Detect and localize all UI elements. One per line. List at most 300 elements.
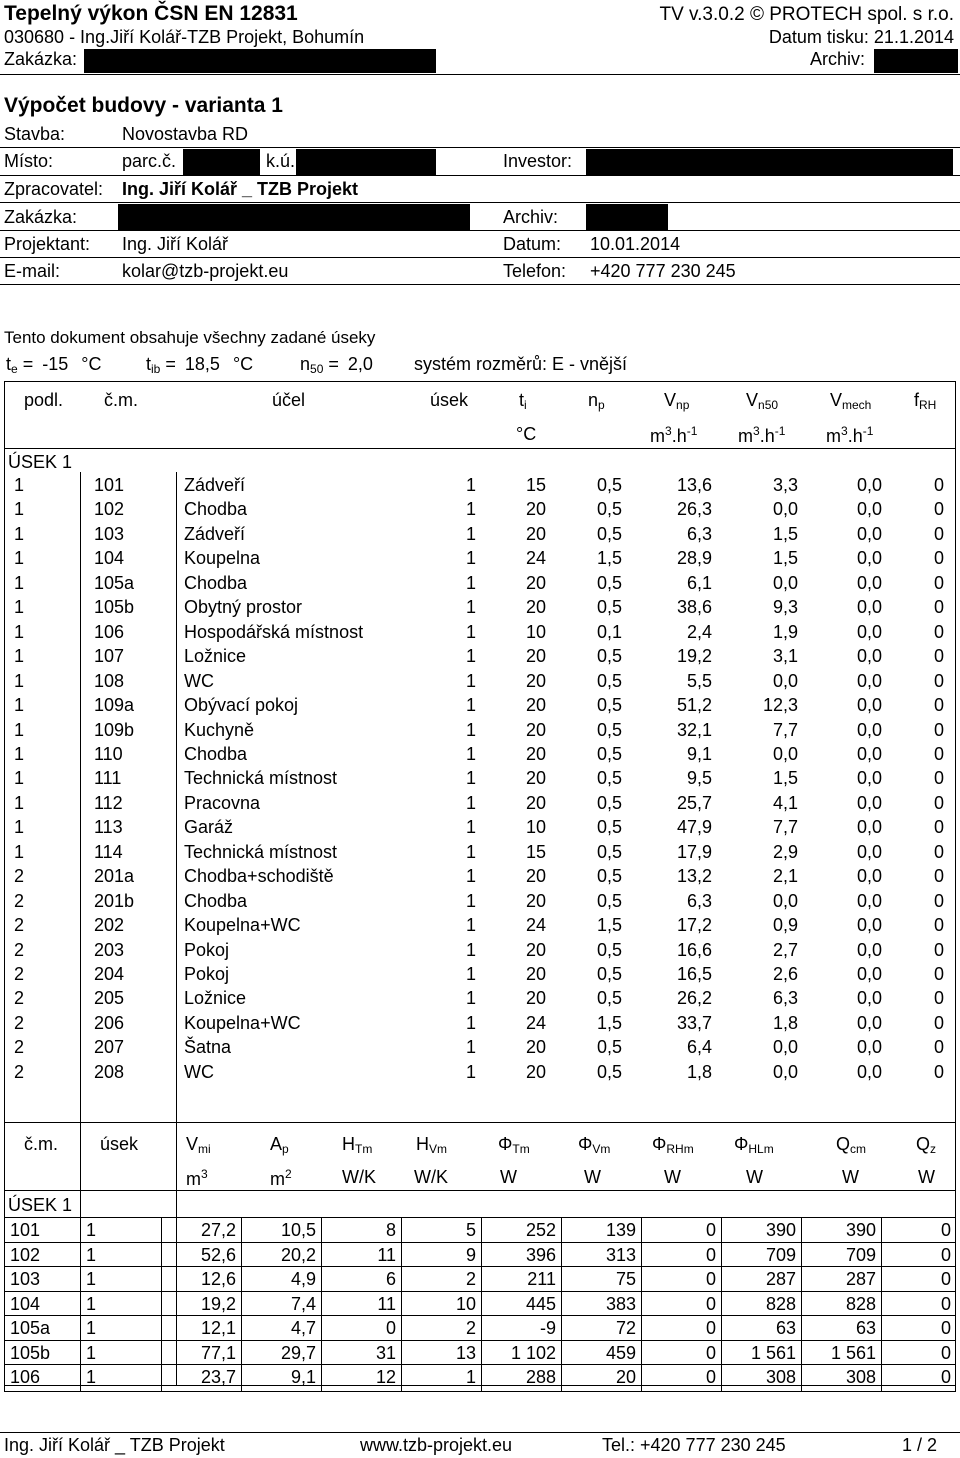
table-cell: 0: [933, 646, 944, 667]
table-cell: 0,0: [772, 1061, 798, 1082]
table-cell: 10: [525, 621, 546, 642]
table-cell: 1: [465, 1012, 476, 1033]
table-cell: 16,5: [676, 964, 712, 984]
param-n50: $n_{50} = 2,0$: [300, 354, 373, 376]
table-cell: 1: [14, 792, 25, 813]
zpracovatel-value: Ing. Jiří Kolář _ TZB Projekt: [122, 179, 359, 199]
table-cell: 0,5: [596, 1061, 622, 1082]
table-cell: 0,0: [856, 866, 882, 887]
table-cell: 445: [525, 1293, 556, 1314]
table-cell: 287: [765, 1269, 796, 1289]
table-cell: 2,9: [772, 841, 798, 862]
table-cell: 20: [525, 988, 546, 1009]
table-cell: 4,1: [772, 792, 798, 813]
table-cell: 0,5: [596, 1037, 622, 1058]
table-cell: 47,9: [676, 817, 712, 838]
table-cell: 0,5: [596, 695, 622, 716]
table-cell: 75: [615, 1269, 636, 1289]
table-cell: 0: [933, 1037, 944, 1058]
table-cell: 1: [86, 1318, 97, 1338]
table-cell: 0,0: [772, 890, 798, 911]
info-divider: [0, 147, 960, 148]
table-cell: 203: [94, 939, 125, 960]
table-cell: 1: [14, 646, 25, 667]
room-name: Obytný prostor: [184, 597, 303, 618]
table-cell: 0,5: [596, 572, 622, 593]
room-name: Hospodářská místnost: [184, 621, 364, 642]
unit-label: W/K: [414, 1167, 448, 1187]
table-cell: 2,7: [772, 939, 798, 960]
room-name: Technická místnost: [184, 768, 338, 789]
table-cell: 0,5: [596, 743, 622, 764]
table-cell: 4,7: [290, 1318, 316, 1338]
room-name: Chodba: [184, 572, 248, 593]
table-cell: 0,0: [856, 499, 882, 520]
table-cell: 390: [845, 1220, 876, 1240]
table-cell: 1: [465, 621, 476, 642]
table-cell: 0,0: [856, 817, 882, 838]
room-name: Koupelna+WC: [184, 915, 301, 936]
table-cell: 2: [465, 1318, 476, 1338]
table-cell: 112: [94, 792, 123, 813]
footer-company: Ing. Jiří Kolář _ TZB Projekt: [4, 1435, 225, 1455]
info-divider: [0, 230, 960, 231]
table-cell: 0,0: [856, 572, 882, 593]
table-cell: 20: [525, 499, 546, 520]
table-cell: 20: [525, 695, 546, 716]
table-cell: 459: [605, 1342, 636, 1363]
table-cell: 11: [377, 1244, 396, 1265]
room-name: Ložnice: [184, 988, 247, 1009]
table-cell: 1 102: [510, 1342, 556, 1363]
table-cell: 13,6: [676, 475, 712, 495]
table-cell: 0: [705, 1244, 716, 1265]
table-cell: 19,2: [676, 646, 712, 667]
room-name: Zádveří: [184, 475, 246, 495]
table-cell: 0,0: [856, 1037, 882, 1058]
table-cell: 63: [855, 1318, 876, 1338]
table-cell: 1: [86, 1244, 97, 1265]
room-name: WC: [184, 1061, 214, 1082]
table-cell: 9,1: [290, 1367, 316, 1387]
table-cell: 1: [14, 719, 25, 740]
table-cell: 0: [940, 1269, 951, 1289]
table-cell: 12: [375, 1367, 396, 1387]
table-cell: 26,2: [676, 988, 712, 1009]
table-cell: 0,0: [856, 1061, 882, 1082]
table-cell: 15: [525, 475, 546, 495]
table-cell: 17,2: [676, 915, 712, 936]
table-cell: 20: [525, 719, 546, 740]
table-cell: 12,1: [200, 1318, 236, 1338]
table-cell: 2: [14, 1012, 25, 1033]
col-vmech: $V_{mech}$: [830, 390, 872, 412]
table-cell: 6,3: [686, 523, 712, 544]
table-cell: 0: [933, 792, 944, 813]
unit-label: W: [664, 1167, 681, 1187]
table-cell: 206: [94, 1012, 125, 1033]
table-cell: 23,7: [200, 1367, 236, 1387]
unit-label: $m^2$: [270, 1167, 292, 1189]
room-name: Ložnice: [184, 646, 247, 667]
table-cell: 1: [86, 1367, 97, 1387]
table-cell: 1: [86, 1269, 97, 1289]
footer-web: www.tzb-projekt.eu: [360, 1435, 513, 1455]
table-cell: 1,9: [772, 621, 798, 642]
table-cell: 308: [845, 1367, 876, 1387]
col2-usek: úsek: [100, 1134, 139, 1154]
unit-label: W: [584, 1167, 601, 1187]
table-cell: 1: [465, 890, 476, 911]
table-cell: 20: [615, 1367, 636, 1387]
col2-htm: $H_{Tm}$: [342, 1134, 373, 1156]
table-cell: 308: [765, 1367, 796, 1387]
table-cell: 101: [10, 1220, 41, 1240]
table-cell: 1: [14, 670, 25, 691]
telefon-value: +420 777 230 245: [590, 261, 736, 281]
room-name: Koupelna+WC: [184, 1012, 301, 1033]
table-cell: 103: [10, 1269, 41, 1289]
table-cell: 1: [465, 670, 476, 691]
col2-phitm: $\Phi_{Tm}$: [498, 1134, 530, 1156]
room-name: Kuchyně: [184, 719, 255, 740]
table-cell: 0: [933, 548, 944, 569]
table-cell: 1: [465, 1037, 476, 1058]
table-cell: 0: [940, 1293, 951, 1314]
table-cell: 20: [525, 1037, 546, 1058]
table-cell: 105a: [94, 572, 135, 593]
email-value: kolar@tzb-projekt.eu: [122, 261, 289, 281]
table-cell: 2: [14, 939, 25, 960]
table-cell: 0: [385, 1318, 396, 1338]
room-name: Šatna: [184, 1037, 232, 1058]
table-cell: 1,5: [596, 1012, 622, 1033]
table-cell: 0: [705, 1342, 716, 1363]
table-cell: 709: [765, 1244, 796, 1265]
table-cell: 109a: [94, 695, 135, 716]
stavba-label: Stavba:: [4, 124, 66, 144]
section-label: ÚSEK 1: [8, 1195, 73, 1215]
table-cell: 390: [765, 1220, 796, 1240]
table-cell: 16,6: [676, 939, 712, 960]
table-cell: 0,5: [596, 646, 622, 667]
table-cell: 1: [86, 1342, 97, 1363]
room-name: Garáž: [184, 817, 234, 838]
table-cell: 25,7: [676, 792, 712, 813]
col2-qcm: $Q_{cm}$: [836, 1134, 867, 1156]
col-podl: podl.: [24, 390, 64, 410]
table-cell: 0,0: [856, 670, 882, 691]
table-cell: 1: [14, 548, 25, 569]
table-cell: 28,9: [676, 548, 712, 569]
table-cell: 1: [14, 572, 25, 593]
table-cell: 1,5: [596, 915, 622, 936]
table-cell: 3,3: [772, 475, 798, 495]
table-cell: 1: [465, 964, 476, 984]
table-cell: 0,0: [856, 1012, 882, 1033]
telefon-label: Telefon:: [503, 261, 567, 281]
table-cell: 108: [94, 670, 125, 691]
table-cell: 0,0: [856, 695, 882, 716]
table-cell: 0: [933, 695, 944, 716]
misto-ku: k.ú.: [266, 151, 296, 171]
table-cell: 2: [14, 988, 25, 1009]
table-cell: 7,7: [772, 817, 798, 838]
table-cell: 0: [705, 1367, 716, 1387]
redacted-block: [586, 149, 953, 176]
redacted-block: [118, 204, 470, 231]
table-cell: 20: [525, 890, 546, 911]
params-note: Tento dokument obsahuje všechny zadané úseky: [4, 328, 376, 347]
table-cell: 1: [465, 841, 476, 862]
table-cell: 383: [605, 1293, 636, 1314]
table-cell: 0,5: [596, 523, 622, 544]
table-cell: 0: [705, 1220, 716, 1240]
col-usek: úsek: [430, 390, 469, 410]
table-cell: 207: [94, 1037, 125, 1058]
table-cell: 2,1: [772, 866, 798, 887]
table-cell: 1: [14, 523, 25, 544]
archiv-label: Archiv:: [503, 207, 559, 227]
room-name: Chodba: [184, 499, 248, 520]
table-cell: 1,5: [772, 768, 798, 789]
col-vn50: $V_{n50}$: [746, 390, 779, 412]
table-cell: 0: [933, 670, 944, 691]
table-cell: 0,0: [856, 915, 882, 936]
print-date: Datum tisku: 21.1.2014: [768, 27, 954, 47]
table-cell: 20: [525, 572, 546, 593]
table-cell: 20,2: [280, 1244, 316, 1265]
table-cell: 20: [525, 743, 546, 764]
projektant-value: Ing. Jiří Kolář: [122, 234, 229, 254]
table-header-divider: [4, 1190, 956, 1191]
table-cell: 11: [377, 1293, 396, 1314]
table-cell: 0,5: [596, 499, 622, 520]
zpracovatel-label: Zpracovatel:: [4, 179, 104, 199]
col2-cm: č.m.: [24, 1134, 58, 1154]
table-cell: 252: [525, 1220, 556, 1240]
table-cell: 1: [465, 695, 476, 716]
table-cell: 0: [940, 1244, 951, 1265]
table-cell: 0,0: [856, 768, 882, 789]
table-header-divider: [4, 448, 956, 449]
table-cell: 105b: [10, 1342, 51, 1363]
table-cell: 20: [525, 792, 546, 813]
table-cell: 51,2: [676, 695, 712, 716]
table-cell: 0: [933, 572, 944, 593]
table-cell: 1,5: [772, 548, 798, 569]
table-cell: 111: [94, 768, 122, 789]
table-cell: 1: [465, 597, 476, 618]
table-cell: 0: [933, 964, 944, 984]
table-cell: 72: [615, 1318, 636, 1338]
table-cell: 6,4: [686, 1037, 712, 1058]
room-name: Chodba: [184, 743, 248, 764]
table-cell: 106: [94, 621, 125, 642]
table-cell: 0,5: [596, 890, 622, 911]
col2-phivm: $\Phi_{Vm}$: [578, 1134, 611, 1156]
table-cell: 2,6: [772, 964, 798, 984]
table-cell: 0: [933, 475, 944, 495]
table-cell: 63: [775, 1318, 796, 1338]
table-cell: 0: [940, 1318, 951, 1338]
table-cell: 1: [14, 499, 25, 520]
col2-phihlm: $\Phi_{HLm}$: [734, 1134, 774, 1156]
table-cell: 0,1: [596, 621, 622, 642]
email-label: E-mail:: [4, 261, 61, 281]
table-cell: 1,5: [772, 523, 798, 544]
unit-label: W: [842, 1167, 859, 1187]
room-name: Chodba: [184, 890, 248, 911]
unit-label: $m^3$: [186, 1167, 208, 1189]
section-heading: Výpočet budovy - varianta 1: [4, 94, 283, 117]
misto-label: Místo:: [4, 151, 54, 171]
table-cell: 1,5: [596, 548, 622, 569]
table-cell: 9: [465, 1244, 476, 1265]
table-cell: 201a: [94, 866, 135, 887]
table-cell: 288: [525, 1367, 556, 1387]
misto-parc: parc.č.: [122, 151, 177, 171]
stavba-value: Novostavba RD: [122, 124, 249, 144]
col2-vmi: $V_{mi}$: [186, 1134, 211, 1156]
table-cell: 6: [385, 1269, 396, 1289]
table-cell: 0: [940, 1220, 951, 1240]
table-cell: 0: [933, 915, 944, 936]
table-cell: 0,0: [772, 499, 798, 520]
table-cell: 0,5: [596, 719, 622, 740]
table-cell: 1: [465, 548, 476, 569]
table-cell: 9,5: [686, 768, 712, 789]
table-cell: 0: [933, 866, 944, 887]
table-cell: 105a: [10, 1318, 51, 1338]
table-cell: 313: [605, 1244, 636, 1265]
table-cell: 1: [86, 1220, 97, 1240]
table-cell: 19,2: [200, 1293, 236, 1314]
table-cell: 113: [94, 817, 123, 838]
table-cell: 109b: [94, 719, 135, 740]
table-cell: 0: [933, 499, 944, 520]
col-cm: č.m.: [104, 390, 138, 410]
table-cell: 0,0: [772, 1037, 798, 1058]
table-cell: 104: [10, 1293, 41, 1314]
table-cell: 211: [527, 1269, 556, 1289]
table-cell: 1: [14, 841, 25, 862]
table-cell: 15: [525, 841, 546, 862]
table-cell: 12,3: [762, 695, 798, 716]
table-cell: 0: [933, 768, 944, 789]
table-cell: 1: [465, 572, 476, 593]
table-cell: 2: [14, 915, 25, 936]
table-cell: 205: [94, 988, 125, 1009]
header-archiv-label: Archiv:: [810, 49, 866, 69]
table-cell: 6,1: [686, 572, 712, 593]
table-cell: 10: [525, 817, 546, 838]
col-frh: $f_{RH}$: [914, 390, 937, 412]
room-name: Koupelna: [184, 548, 261, 569]
table-cell: 1,8: [686, 1061, 712, 1082]
table-cell: 201b: [94, 890, 135, 911]
info-divider: [0, 175, 960, 176]
table-cell: 0,0: [856, 988, 882, 1009]
table-cell: 9,3: [772, 597, 798, 618]
header-divider: [0, 74, 960, 75]
table-cell: 1,8: [772, 1012, 798, 1033]
table-cell: 20: [525, 939, 546, 960]
table-cell: 0: [705, 1318, 716, 1338]
table-cell: 2: [14, 1061, 25, 1082]
table-cell: 0,5: [596, 939, 622, 960]
info-divider: [0, 284, 960, 285]
redacted-block: [296, 149, 436, 176]
report-title: Tepelný výkon ČSN EN 12831: [4, 2, 298, 25]
table-cell: 139: [605, 1220, 636, 1240]
table-cell: 38,6: [676, 597, 712, 618]
param-tib: $t_{ib} = 18,5$ °C: [146, 354, 254, 376]
table-cell: 0: [705, 1293, 716, 1314]
table-cell: 29,7: [280, 1342, 316, 1363]
room-name: Pracovna: [184, 792, 261, 813]
table-cell: 1: [465, 646, 476, 667]
unit-label: W: [500, 1167, 517, 1187]
table-cell: 0,5: [596, 597, 622, 618]
table-cell: 20: [525, 964, 546, 984]
table-cell: 1: [465, 768, 476, 789]
row-divider: [4, 1291, 956, 1292]
table-cell: 1: [465, 743, 476, 764]
room-name: Obývací pokoj: [184, 695, 299, 716]
table-cell: 0: [933, 1061, 944, 1082]
table-cell: 4,9: [290, 1269, 316, 1289]
table-cell: 204: [94, 964, 125, 984]
col-ti: $t_i$: [519, 390, 527, 412]
table-cell: 17,9: [676, 841, 712, 862]
table-cell: 0,5: [596, 768, 622, 789]
table-cell: 0,5: [596, 866, 622, 887]
col2-phirhm: $\Phi_{RHm}$: [652, 1134, 694, 1156]
table-cell: 0,0: [772, 670, 798, 691]
table-cell: 1: [465, 719, 476, 740]
table-cell: 1: [14, 695, 25, 716]
table-cell: 20: [525, 1061, 546, 1082]
table-cell: 31: [375, 1342, 396, 1363]
table-cell: 0,0: [856, 719, 882, 740]
row-divider: [4, 1242, 956, 1243]
table-cell: 0: [933, 621, 944, 642]
table-cell: 1: [465, 817, 476, 838]
table-cell: 1: [465, 1061, 476, 1082]
table-cell: 1: [14, 743, 25, 764]
table-cell: 1: [465, 523, 476, 544]
redacted-block: [874, 49, 958, 73]
unit-vn50: $m^3.h^{-1}$: [738, 424, 786, 446]
table-cell: 2: [14, 866, 25, 887]
table-cell: 0,0: [856, 621, 882, 642]
header-zakazka-label: Zakázka:: [4, 49, 78, 69]
table-cell: 12,6: [200, 1269, 236, 1289]
table-cell: 208: [94, 1061, 125, 1082]
table-cell: 0: [933, 523, 944, 544]
table-cell: 103: [94, 523, 125, 544]
room-name: Technická místnost: [184, 841, 338, 862]
table-cell: 33,7: [676, 1012, 712, 1033]
table-cell: 52,6: [200, 1244, 236, 1265]
table-cell: 10,5: [280, 1220, 316, 1240]
table-cell: 26,3: [676, 499, 712, 520]
col-ucel: účel: [272, 390, 306, 410]
table-cell: 101: [94, 475, 125, 495]
table-cell: 0: [933, 939, 944, 960]
table-cell: 0,5: [596, 817, 622, 838]
